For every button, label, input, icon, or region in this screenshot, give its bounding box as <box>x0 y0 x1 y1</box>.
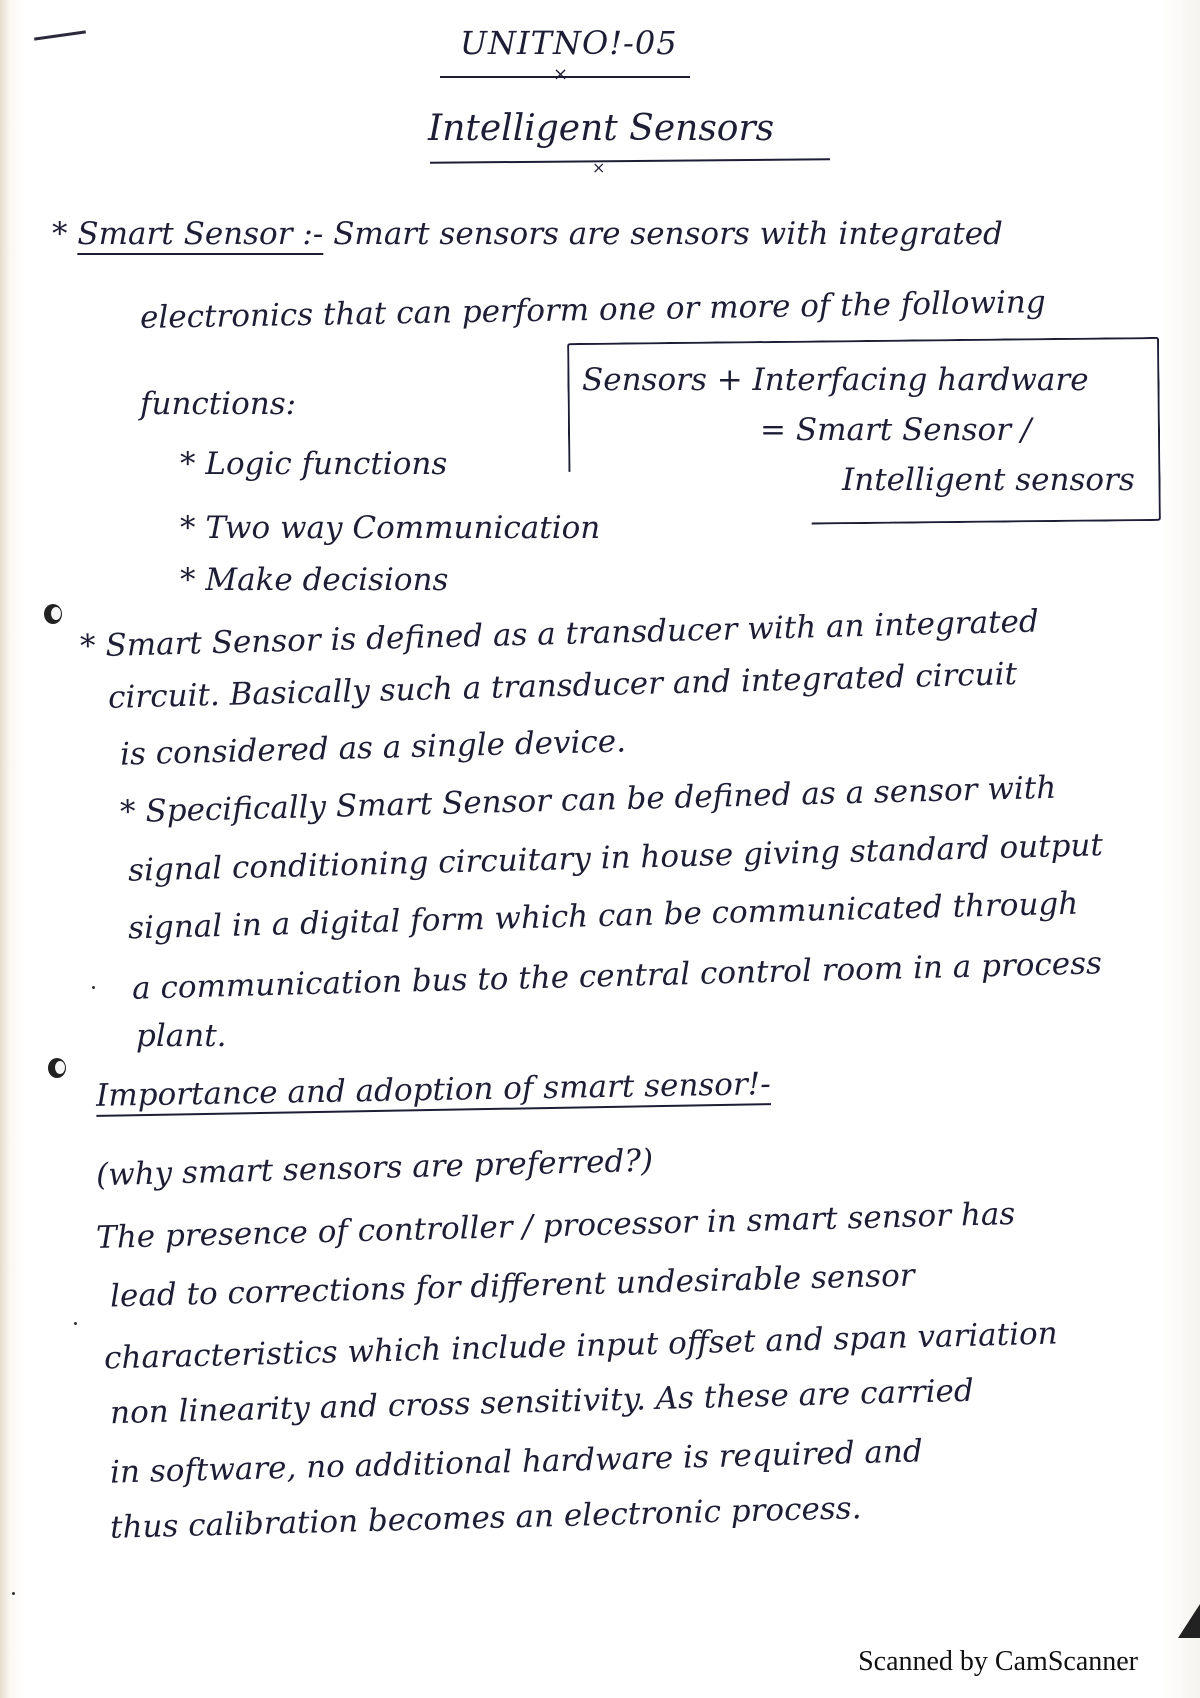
smart-sensor-line-3: functions: <box>140 386 297 422</box>
importance-line-3: characteristics which include input offset and span variation <box>103 1315 1059 1377</box>
unit-number: UNITNO!-05 <box>460 24 678 62</box>
title-cross-mark: × <box>592 158 606 177</box>
box-line-2: = Smart Sensor / <box>760 412 1032 448</box>
function-label: Two way Communication <box>205 510 601 546</box>
definition-1-line-3: is considered as a single device. <box>119 723 627 773</box>
scan-punch-hole-mark <box>48 1058 66 1078</box>
function-item <box>180 562 448 598</box>
importance-line-4: non linearity and cross sensitivity. As these are carried <box>109 1372 975 1432</box>
underline-cross-mark: × <box>553 64 569 85</box>
definition-1-line-1 <box>80 603 1039 664</box>
definition-2-line-3: signal in a digital form which can be communicated through <box>127 885 1079 947</box>
importance-line-6: thus calibration becomes an electronic process. <box>109 1490 862 1546</box>
ink-speck <box>92 986 95 989</box>
bullet-star: * <box>180 562 196 598</box>
definition-2-line-1 <box>120 770 1057 830</box>
title-underline <box>430 158 830 163</box>
importance-line-2: lead to corrections for different undesirable sensor <box>109 1257 916 1315</box>
smart-sensor-intro-line <box>52 216 1003 252</box>
smart-sensor-line-2: electronics that can perform one or more of the following <box>139 284 1047 336</box>
box-line-3: Intelligent sensors <box>842 462 1135 498</box>
definition-2-line-4: a communication bus to the central control room in a process <box>131 945 1103 1007</box>
bullet-star: * <box>119 793 137 831</box>
scanner-watermark: Scanned by CamScanner <box>858 1646 1138 1677</box>
definition-1-text: Smart Sensor is defined as a transducer with an integrated <box>105 603 1040 664</box>
function-label: Make decisions <box>205 562 449 598</box>
importance-line-5: in software, no additional hardware is required and <box>109 1433 924 1491</box>
bullet-star: * <box>79 628 97 665</box>
definition-2-line-2: signal conditioning circuitary in house giving standard output <box>127 827 1104 889</box>
scan-edge-shadow <box>1178 1604 1200 1638</box>
smart-sensor-line-1: Smart sensors are sensors with integrated <box>333 216 1003 252</box>
page-title: Intelligent Sensors <box>428 108 775 149</box>
bullet-star: * <box>180 446 196 482</box>
importance-line-1: The presence of controller / processor in smart sensor has <box>95 1195 1016 1257</box>
importance-heading: Importance and adoption of smart sensor!- <box>95 1066 771 1114</box>
importance-subheading: (why smart sensors are preferred?) <box>95 1142 654 1194</box>
pen-stroke-mark <box>34 30 86 40</box>
function-item <box>180 510 600 546</box>
box-line-1: Sensors + Interfacing hardware <box>582 362 1089 398</box>
ink-speck <box>12 1592 15 1595</box>
ink-speck <box>74 1322 77 1325</box>
scan-punch-hole-mark <box>44 604 62 624</box>
smart-sensor-term: Smart Sensor :- <box>77 216 324 252</box>
function-item <box>180 446 447 482</box>
definition-2-line-5: plant. <box>136 1018 227 1054</box>
bullet-star: * <box>52 216 68 252</box>
bullet-star: * <box>180 510 196 546</box>
definition-2-text: Specifically Smart Sensor can be defined as a sensor with <box>145 769 1057 830</box>
function-label: Logic functions <box>205 446 448 482</box>
definition-1-line-2: circuit. Basically such a transducer and integrated circuit <box>107 656 1018 716</box>
